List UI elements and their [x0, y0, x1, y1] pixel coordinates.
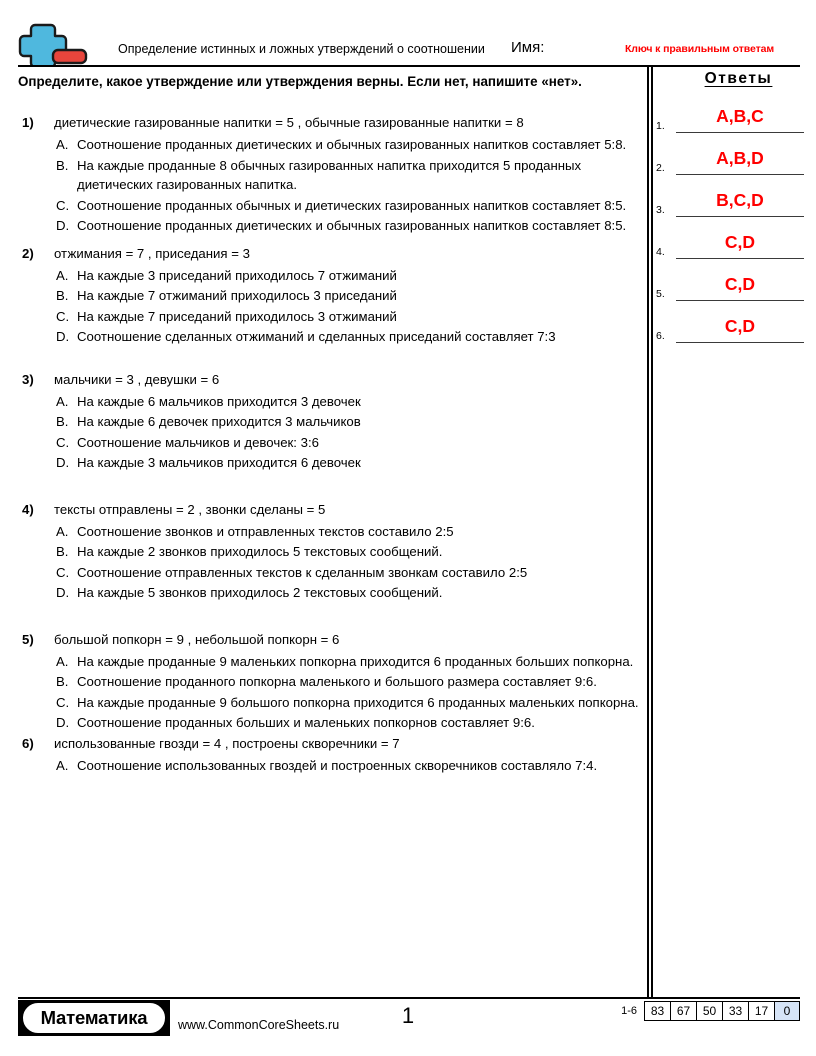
answer-blank-line[interactable]: [676, 216, 804, 217]
question-item: [18, 244, 643, 347]
choice-letter: A.: [56, 267, 69, 283]
answer-row: [655, 186, 816, 228]
answer-number: 4.: [656, 246, 665, 258]
instructions-text: Определите, какое утверждение или утверждения верны. Если нет, напишите «нет».: [18, 74, 582, 89]
choice-item[interactable]: [18, 433, 643, 453]
page-header: [0, 0, 816, 68]
question-number: 2): [22, 245, 34, 261]
choice-text: На каждые 7 отжиманий приходилось 3 приседаний: [77, 288, 397, 303]
column-divider: [647, 67, 653, 997]
plus-minus-icon: [18, 20, 90, 66]
choice-text: На каждые 6 мальчиков приходится 3 девочек: [77, 393, 361, 409]
choice-item[interactable]: [18, 713, 643, 733]
choice-letter: D.: [56, 585, 70, 600]
question-text: мальчики = 3 , девушки = 6: [54, 371, 220, 387]
choice-item[interactable]: [18, 693, 643, 713]
choice-letter: A.: [56, 393, 69, 409]
question-stem: [18, 370, 643, 389]
choice-text: На каждые 3 мальчиков приходится 6 девочек: [77, 455, 361, 470]
choice-letter: D.: [56, 715, 70, 730]
choice-text: Соотношение отправленных текстов к сделанным звонкам составило 2:5: [77, 564, 528, 580]
choice-item[interactable]: [18, 672, 643, 692]
choice-text: Соотношение сделанных отжиманий и сделанных приседаний составляет 7:3: [77, 329, 556, 344]
question-number: 4): [22, 501, 34, 517]
answer-row: [655, 102, 816, 144]
site-url: www.CommonCoreSheets.ru: [178, 1018, 340, 1032]
choice-letter: B.: [56, 414, 69, 429]
choice-item[interactable]: [18, 216, 643, 236]
answer-blank-line[interactable]: [676, 132, 804, 133]
answer-row: [655, 312, 816, 354]
choice-list: [18, 756, 643, 776]
question-item: [18, 630, 643, 733]
page-number: 1: [401, 1003, 415, 1028]
name-field-label: Имя:: [511, 39, 545, 56]
answers-heading: Ответы: [704, 70, 773, 87]
choice-list: [18, 135, 643, 236]
question-stem: [18, 244, 643, 263]
choice-item[interactable]: [18, 196, 643, 216]
score-cell: 17: [748, 1001, 774, 1021]
choice-list: [18, 266, 643, 347]
answer-blank-line[interactable]: [676, 342, 804, 343]
question-stem: [18, 500, 643, 519]
answers-panel: [655, 70, 816, 354]
choice-text: Соотношение проданных обычных и диетических газированных напитков составляет 8:5.: [77, 197, 627, 213]
score-cell: 67: [670, 1001, 696, 1021]
choice-text: Соотношение мальчиков и девочек: 3:6: [77, 434, 319, 450]
score-cells: [644, 1001, 800, 1021]
question-number: 3): [22, 371, 34, 387]
choice-item[interactable]: [18, 542, 643, 562]
choice-letter: B.: [56, 544, 69, 559]
question-item: [18, 500, 643, 603]
score-cell: 33: [722, 1001, 748, 1021]
answer-number: 5.: [656, 288, 665, 300]
choice-item[interactable]: [18, 412, 643, 432]
question-stem: [18, 734, 643, 753]
question-text: большой попкорн = 9 , небольшой попкорн = 6: [54, 631, 340, 647]
answer-value: C,D: [724, 274, 756, 294]
question-number: 1): [22, 115, 34, 130]
choice-text: На каждые 6 девочек приходится 3 мальчиков: [77, 414, 361, 429]
choice-item[interactable]: [18, 563, 643, 583]
choice-letter: D.: [56, 329, 70, 344]
choice-item[interactable]: [18, 756, 643, 776]
answer-blank-line[interactable]: [676, 300, 804, 301]
score-cell: 50: [696, 1001, 722, 1021]
choice-text: Соотношение проданных диетических и обычных газированных напитков составляет 5:8.: [77, 137, 627, 152]
choice-letter: D.: [56, 218, 70, 233]
question-text: диетические газированные напитки = 5 , обычные газированные напитки = 8: [54, 115, 524, 130]
question-list: [18, 113, 643, 776]
answer-key-badge: Ключ к правильным ответам: [625, 43, 775, 55]
choice-item[interactable]: [18, 307, 643, 327]
choice-letter: C.: [56, 694, 70, 710]
choice-text: На каждые проданные 9 маленьких попкорна приходится 6 проданных больших попкорна.: [77, 653, 634, 669]
choice-text: Соотношение звонков и отправленных текстов составило 2:5: [77, 523, 454, 539]
header-divider: [18, 65, 800, 67]
choice-letter: C.: [56, 434, 70, 450]
choice-text: На каждые проданные 9 большого попкорна приходится 6 проданных маленьких попкорна.: [77, 694, 639, 710]
choice-text: На каждые проданные 8 обычных газированных напитка приходится 5 проданных диетических газированных напитка.: [77, 157, 582, 192]
question-item: [18, 113, 643, 236]
choice-item[interactable]: [18, 392, 643, 412]
choice-text: На каждые 7 приседаний приходилось 3 отжиманий: [77, 308, 397, 324]
answer-blank-line[interactable]: [676, 174, 804, 175]
answer-row: [655, 144, 816, 186]
choice-text: На каждые 3 приседаний приходилось 7 отжиманий: [77, 267, 397, 283]
choice-letter: A.: [56, 653, 69, 669]
choice-item[interactable]: [18, 453, 643, 473]
answer-number: 6.: [656, 330, 665, 342]
choice-item[interactable]: [18, 266, 643, 286]
choice-list: [18, 522, 643, 603]
answer-value: A,B,D: [716, 148, 764, 168]
choice-letter: A.: [56, 137, 69, 152]
choice-text: Соотношение проданных диетических и обычных газированных напитков составляет 8:5.: [77, 218, 627, 233]
choice-item[interactable]: [18, 522, 643, 542]
choice-text: Соотношение проданных больших и маленьких попкорнов составляет 9:6.: [77, 715, 535, 730]
choice-list: [18, 392, 643, 473]
score-cell: 83: [644, 1001, 670, 1021]
answer-number: 1.: [656, 120, 665, 132]
question-item: [18, 734, 643, 776]
choice-letter: C.: [56, 308, 70, 324]
choice-item[interactable]: [18, 286, 643, 306]
question-number: 5): [22, 631, 34, 647]
choice-item[interactable]: [18, 583, 643, 603]
question-number: 6): [22, 735, 34, 751]
answer-blank-line[interactable]: [676, 258, 804, 259]
answer-number: 2.: [656, 162, 665, 174]
choice-text: Соотношение проданного попкорна маленького и большого размера составляет 9:6.: [77, 674, 597, 689]
answer-value: B,C,D: [716, 190, 764, 210]
question-item: [18, 370, 643, 473]
answer-value: C,D: [724, 316, 756, 336]
answer-value: C,D: [724, 232, 756, 252]
choice-item[interactable]: [18, 135, 643, 155]
choice-list: [18, 652, 643, 733]
worksheet-title: Определение истинных и ложных утверждений о соотношении: [118, 42, 485, 56]
choice-letter: A.: [56, 523, 69, 539]
choice-text: Соотношение использованных гвоздей и построенных скворечников составляло 7:4.: [77, 757, 598, 773]
choice-letter: D.: [56, 455, 70, 470]
choice-letter: B.: [56, 674, 69, 689]
choice-text: На каждые 5 звонков приходилось 2 текстовых сообщений.: [77, 585, 443, 600]
question-text: использованные гвозди = 4 , построены скворечники = 7: [54, 735, 400, 751]
choice-item[interactable]: [18, 327, 643, 347]
question-text: отжимания = 7 , приседания = 3: [54, 245, 250, 261]
choice-letter: C.: [56, 564, 70, 580]
choice-letter: A.: [56, 757, 69, 773]
choice-letter: C.: [56, 197, 70, 213]
choice-text: На каждые 2 звонков приходилось 5 текстовых сообщений.: [77, 544, 443, 559]
question-text: тексты отправлены = 2 , звонки сделаны = 5: [54, 501, 326, 517]
answer-row: [655, 228, 816, 270]
brand-label: Математика: [40, 1007, 148, 1028]
score-cell-highlighted: 0: [774, 1001, 800, 1021]
answer-value: A,B,C: [716, 106, 764, 126]
score-range-label: 1-6: [621, 1005, 637, 1017]
answer-row: [655, 270, 816, 312]
answer-number: 3.: [656, 204, 665, 216]
choice-item[interactable]: [18, 156, 643, 195]
question-stem: [18, 630, 643, 649]
score-scale: [621, 1001, 800, 1021]
page-footer: [0, 999, 816, 1056]
choice-letter: B.: [56, 157, 69, 173]
question-stem: [18, 113, 643, 132]
choice-item[interactable]: [18, 652, 643, 672]
choice-letter: B.: [56, 288, 69, 303]
